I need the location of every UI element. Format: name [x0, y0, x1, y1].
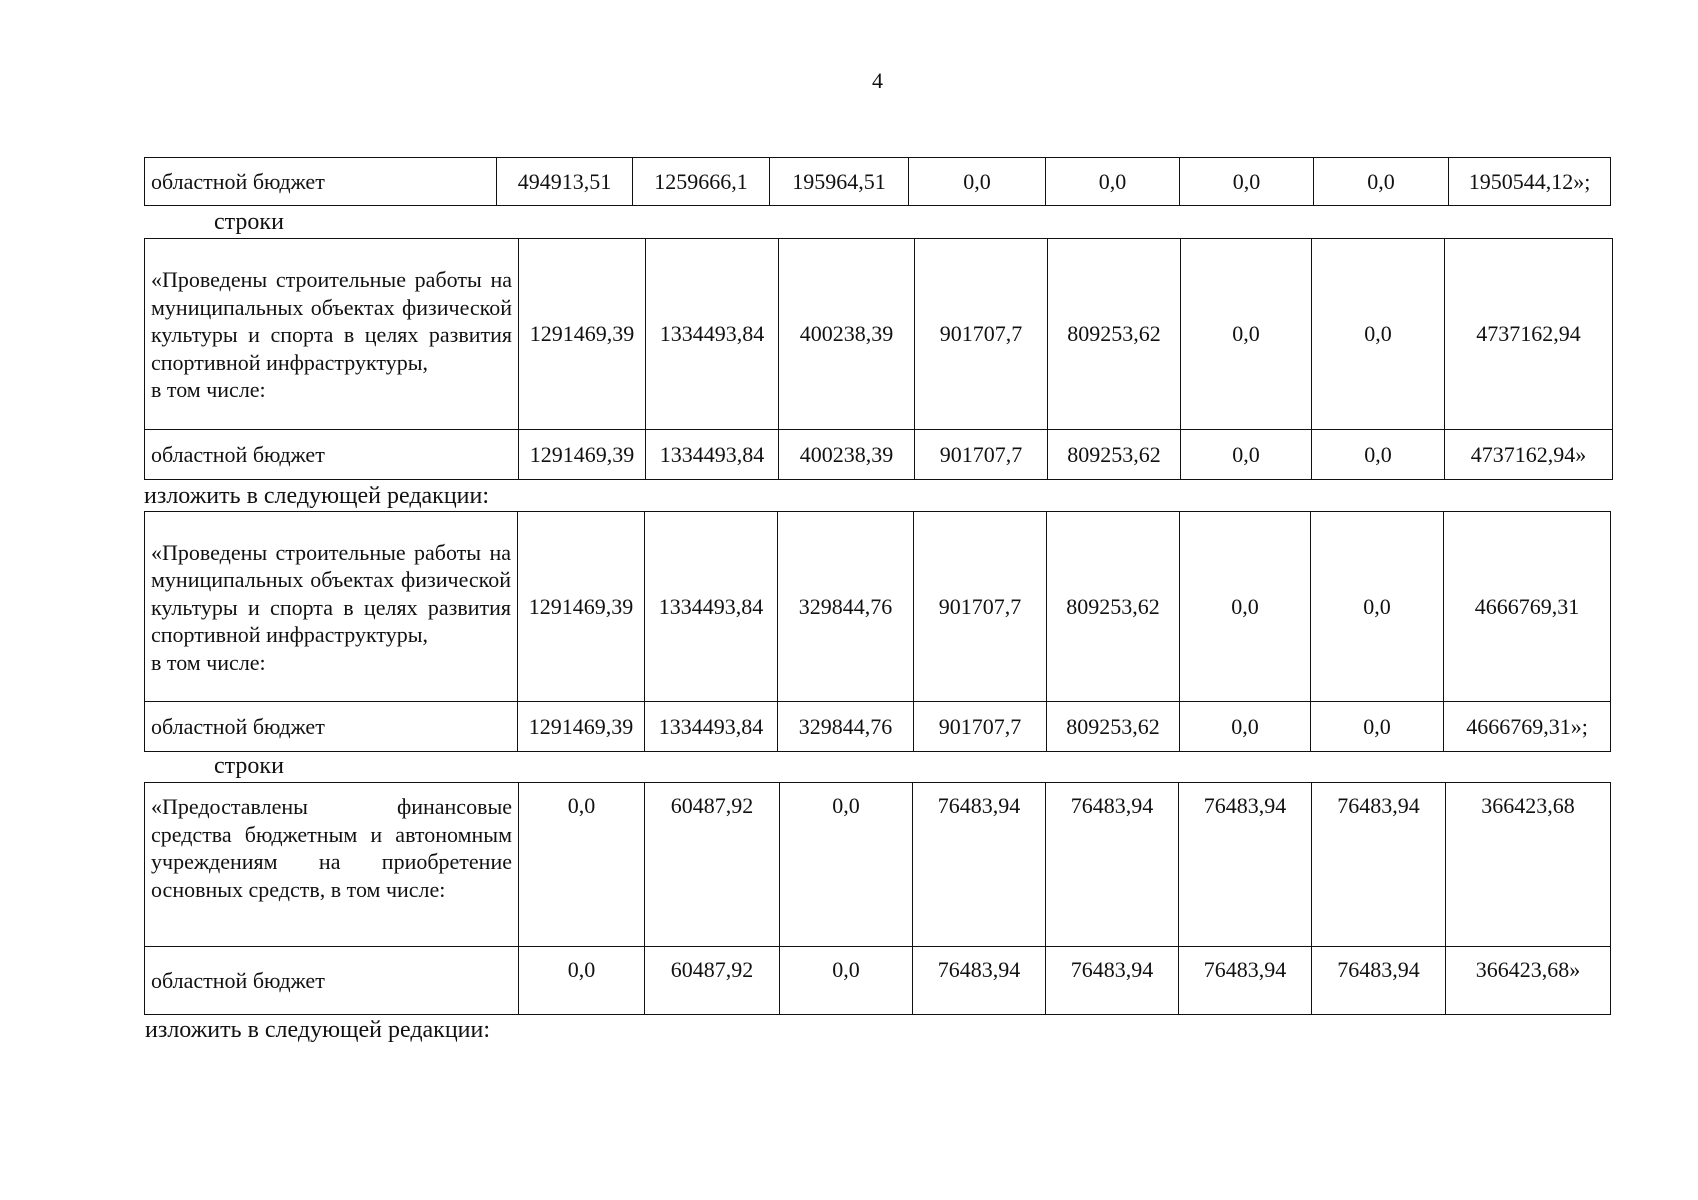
- row-name: областной бюджет: [145, 702, 518, 752]
- cell-value: 0,0: [780, 783, 913, 947]
- row-description: [145, 512, 518, 702]
- table-row: [145, 239, 1613, 430]
- cell-value: 1334493,84: [645, 512, 778, 702]
- cell-value: 901707,7: [915, 430, 1048, 480]
- cell-value: 1291469,39: [519, 430, 646, 480]
- row-name: областной бюджет: [145, 947, 519, 1015]
- cell-value: 1334493,84: [646, 430, 779, 480]
- cell-value: 195964,51: [770, 158, 909, 206]
- cell-value: 0,0: [1181, 239, 1312, 430]
- cell-value: 0,0: [519, 947, 645, 1015]
- description-tail: в том числе:: [151, 649, 266, 675]
- table-row: [145, 430, 1613, 480]
- description-text: «Проведены строительные работы на муниципальных объектах физической культуры и спорта в целях развития спортивной инфраструктуры,: [151, 267, 512, 375]
- row-name: областной бюджет: [145, 430, 519, 480]
- row-name: областной бюджет: [145, 158, 497, 206]
- description-tail: в том числе:: [151, 377, 266, 403]
- cell-value: 1291469,39: [518, 702, 645, 752]
- cell-value: 60487,92: [645, 947, 780, 1015]
- cell-value: 400238,39: [779, 430, 915, 480]
- description-text: «Проведены строительные работы на муниципальных объектах физической культуры и спорта в целях развития спортивной инфраструктуры,: [151, 539, 511, 648]
- row-description: «Предоставлены финансовые средства бюджетным и автономным учреждениям на приобретение основных средств, в том числе:: [145, 783, 519, 947]
- cell-value: 76483,94: [1179, 947, 1312, 1015]
- cell-value: 76483,94: [1312, 947, 1446, 1015]
- cell-value: 809253,62: [1048, 430, 1181, 480]
- cell-value: 0,0: [1180, 512, 1311, 702]
- cell-value: 901707,7: [915, 239, 1048, 430]
- page-number: 4: [872, 68, 883, 93]
- table-row: [145, 783, 1611, 947]
- cell-value: 1334493,84: [646, 239, 779, 430]
- cell-value: 1950544,12»;: [1449, 158, 1611, 206]
- cell-value: 400238,39: [779, 239, 915, 430]
- cell-value: 4666769,31: [1444, 512, 1611, 702]
- cell-value: 76483,94: [1046, 947, 1179, 1015]
- cell-value: 494913,51: [497, 158, 633, 206]
- cell-value: 4666769,31»;: [1444, 702, 1611, 752]
- row-description: [145, 239, 519, 430]
- cell-value: 0,0: [1311, 512, 1444, 702]
- cell-value: 0,0: [780, 947, 913, 1015]
- table-row: [145, 702, 1611, 752]
- label-rows: строки: [214, 209, 284, 235]
- label-edit: изложить в следующей редакции:: [145, 1017, 491, 1043]
- cell-value: 76483,94: [1312, 783, 1446, 947]
- cell-value: 0,0: [1180, 158, 1314, 206]
- cell-value: 0,0: [1311, 702, 1444, 752]
- cell-value: 0,0: [1312, 430, 1445, 480]
- cell-value: 76483,94: [913, 947, 1046, 1015]
- cell-value: 366423,68»: [1446, 947, 1611, 1015]
- cell-value: 4737162,94»: [1445, 430, 1613, 480]
- cell-value: 901707,7: [914, 512, 1047, 702]
- cell-value: 1291469,39: [519, 239, 646, 430]
- table-construction-old: [144, 238, 1613, 480]
- cell-value: 329844,76: [778, 512, 914, 702]
- cell-value: 4737162,94: [1445, 239, 1613, 430]
- cell-value: 0,0: [1180, 702, 1311, 752]
- cell-value: 76483,94: [913, 783, 1046, 947]
- cell-value: 0,0: [909, 158, 1046, 206]
- cell-value: 76483,94: [1179, 783, 1312, 947]
- table-row: [145, 158, 1611, 206]
- table-row: [145, 947, 1611, 1015]
- cell-value: 0,0: [519, 783, 645, 947]
- label-rows: строки: [214, 753, 284, 779]
- cell-value: 76483,94: [1046, 783, 1179, 947]
- table-construction-new: [144, 511, 1611, 752]
- cell-value: 809253,62: [1048, 239, 1181, 430]
- cell-value: 809253,62: [1047, 702, 1180, 752]
- cell-value: 1334493,84: [645, 702, 778, 752]
- label-edit: изложить в следующей редакции:: [144, 483, 490, 509]
- table-row: [145, 512, 1611, 702]
- table-funds-old: [144, 782, 1611, 1015]
- cell-value: 901707,7: [914, 702, 1047, 752]
- table-regional-budget-prev: [144, 157, 1611, 206]
- cell-value: 0,0: [1046, 158, 1180, 206]
- cell-value: 60487,92: [645, 783, 780, 947]
- cell-value: 1291469,39: [518, 512, 645, 702]
- cell-value: 329844,76: [778, 702, 914, 752]
- cell-value: 0,0: [1181, 430, 1312, 480]
- cell-value: 809253,62: [1047, 512, 1180, 702]
- cell-value: 0,0: [1314, 158, 1449, 206]
- cell-value: 1259666,1: [633, 158, 770, 206]
- cell-value: 366423,68: [1446, 783, 1611, 947]
- cell-value: 0,0: [1312, 239, 1445, 430]
